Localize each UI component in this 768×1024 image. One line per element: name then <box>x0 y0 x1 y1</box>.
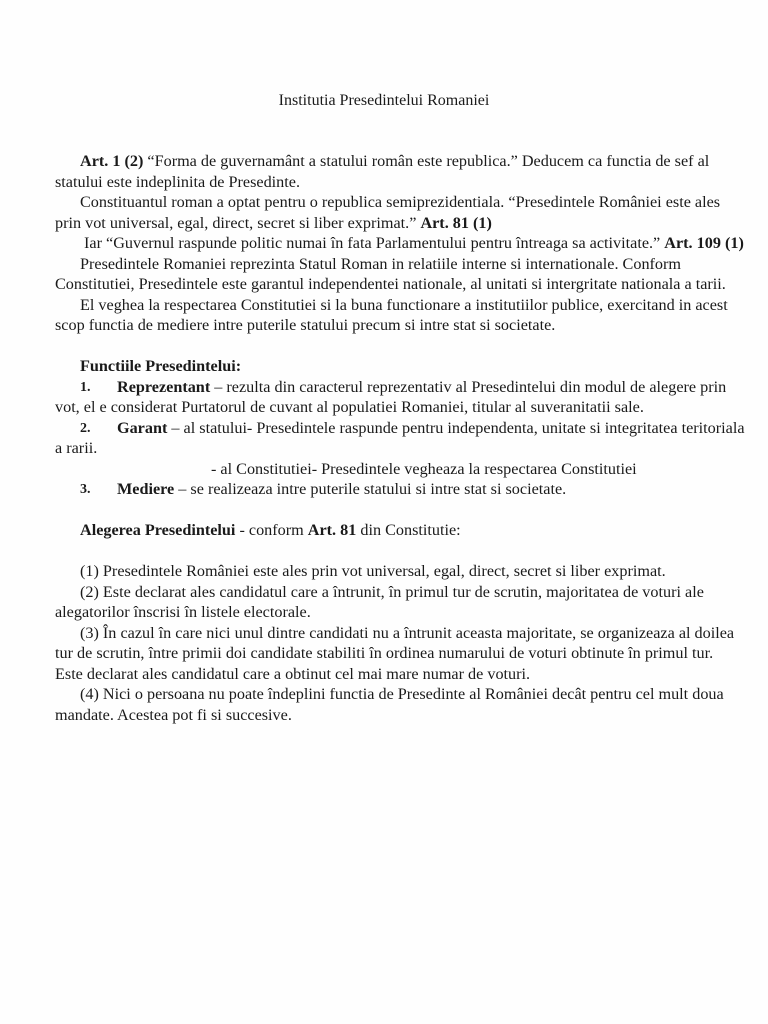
election-heading-mid: - conform <box>235 521 308 539</box>
document-title: Institutia Presedintelui Romaniei <box>278 92 490 109</box>
article-ref: Art. 81 (1) <box>420 213 492 232</box>
article-ref: Art. 1 <box>80 152 121 170</box>
list-number: 1. <box>80 379 91 395</box>
function-text: – se realizeaza intre puterile statului si intre stat si societate. <box>174 480 567 498</box>
election-heading <box>55 520 745 541</box>
document-body <box>55 151 745 725</box>
blank-line <box>55 336 745 357</box>
article-ref: Art. 109 (1) <box>664 234 744 252</box>
list-number: 3. <box>80 482 91 497</box>
intro-paragraph-4: Presedintele Romaniei reprezinta Statul Roman in relatiile interne si internationale. Conform Constitutiei, Presedintele este garantul independentei nationale, al unitati si intergritate nationala a tarii. <box>55 254 726 293</box>
function-item-3 <box>55 479 745 500</box>
election-paragraph-2: (2) Este declarat ales candidatul care a întrunit, în primul tur de scrutin, majoritatea de voturi ale alegatorilor înscrisi în listele electorale. <box>55 582 704 621</box>
election-heading-label: Alegerea Presedintelui <box>80 521 236 539</box>
list-number: 2. <box>80 420 91 436</box>
paragraph-text: Constituantul roman a optat pentru o republica semiprezidentiala. “Presedintele României este ales prin vot universal, egal, direct, secret si liber exprimat.” <box>55 193 721 232</box>
intro-paragraph-5: El veghea la respectarea Constitutiei si la buna functionare a institutiilor publice, exercitand in acest scop functia de mediere intre puterile statului precum si intre stat si societate. <box>55 295 728 334</box>
function-item-2 <box>55 418 745 459</box>
functions-heading: Functiile Presedintelui: <box>80 357 242 375</box>
election-paragraph-1: (1) Presedintele României este ales prin vot universal, egal, direct, secret si liber exprimat. <box>80 562 666 580</box>
election-paragraph-4: (4) Nici o persoana nu poate îndeplini functia de Presedinte al României decât pentru cel mult doua mandate. Acestea pot fi si succesive. <box>55 685 724 724</box>
intro-paragraph-3 <box>55 233 745 254</box>
blank-line <box>55 541 745 562</box>
function-label: Mediere <box>117 480 175 498</box>
function-label: Garant <box>117 418 168 437</box>
function-text: – al statului- Presedintele raspunde pentru independenta, unitate si integritatea teritoriala a rarii. <box>55 418 745 457</box>
paragraph-text: Iar “Guvernul raspunde politic numai în fata Parlamentului pentru întreaga sa activitate.” <box>84 234 665 252</box>
paragraph-text: “Forma de guvernamânt a statului român este republica.” Deducem ca functia de sef al statului este indeplinita de Presedinte. <box>55 152 710 191</box>
election-heading-end: din Constitutie: <box>356 521 461 539</box>
function-label: Reprezentant <box>117 377 211 396</box>
function-text: – rezulta din caracterul reprezentativ al Presedintelui din modul de alegere prin vot, el e considerat Purtatorul de cuvant al populatiei Romaniei, titular al suveranitatii sale. <box>55 377 727 416</box>
intro-paragraph-2 <box>55 192 745 233</box>
blank-line <box>55 500 745 521</box>
function-item-1 <box>55 377 745 418</box>
intro-paragraph-1 <box>55 151 745 192</box>
function-item-2-sub: - al Constitutiei- Presedintele vegheaza la respectarea Constitutiei <box>211 459 637 478</box>
election-paragraph-3: (3) În cazul în care nici unul dintre candidati nu a întrunit aceasta majoritate, se organizeaza al doilea tur de scrutin, între primii doi candidate stabiliti în ordinea numarului de voturi obtinute în primul tur. Este declarat ales candidatul care a obtinut cel mai mare numar de voturi. <box>55 623 735 683</box>
election-heading-ref: Art. 81 <box>307 521 357 539</box>
article-paragraph-ref: (2) <box>124 152 144 170</box>
